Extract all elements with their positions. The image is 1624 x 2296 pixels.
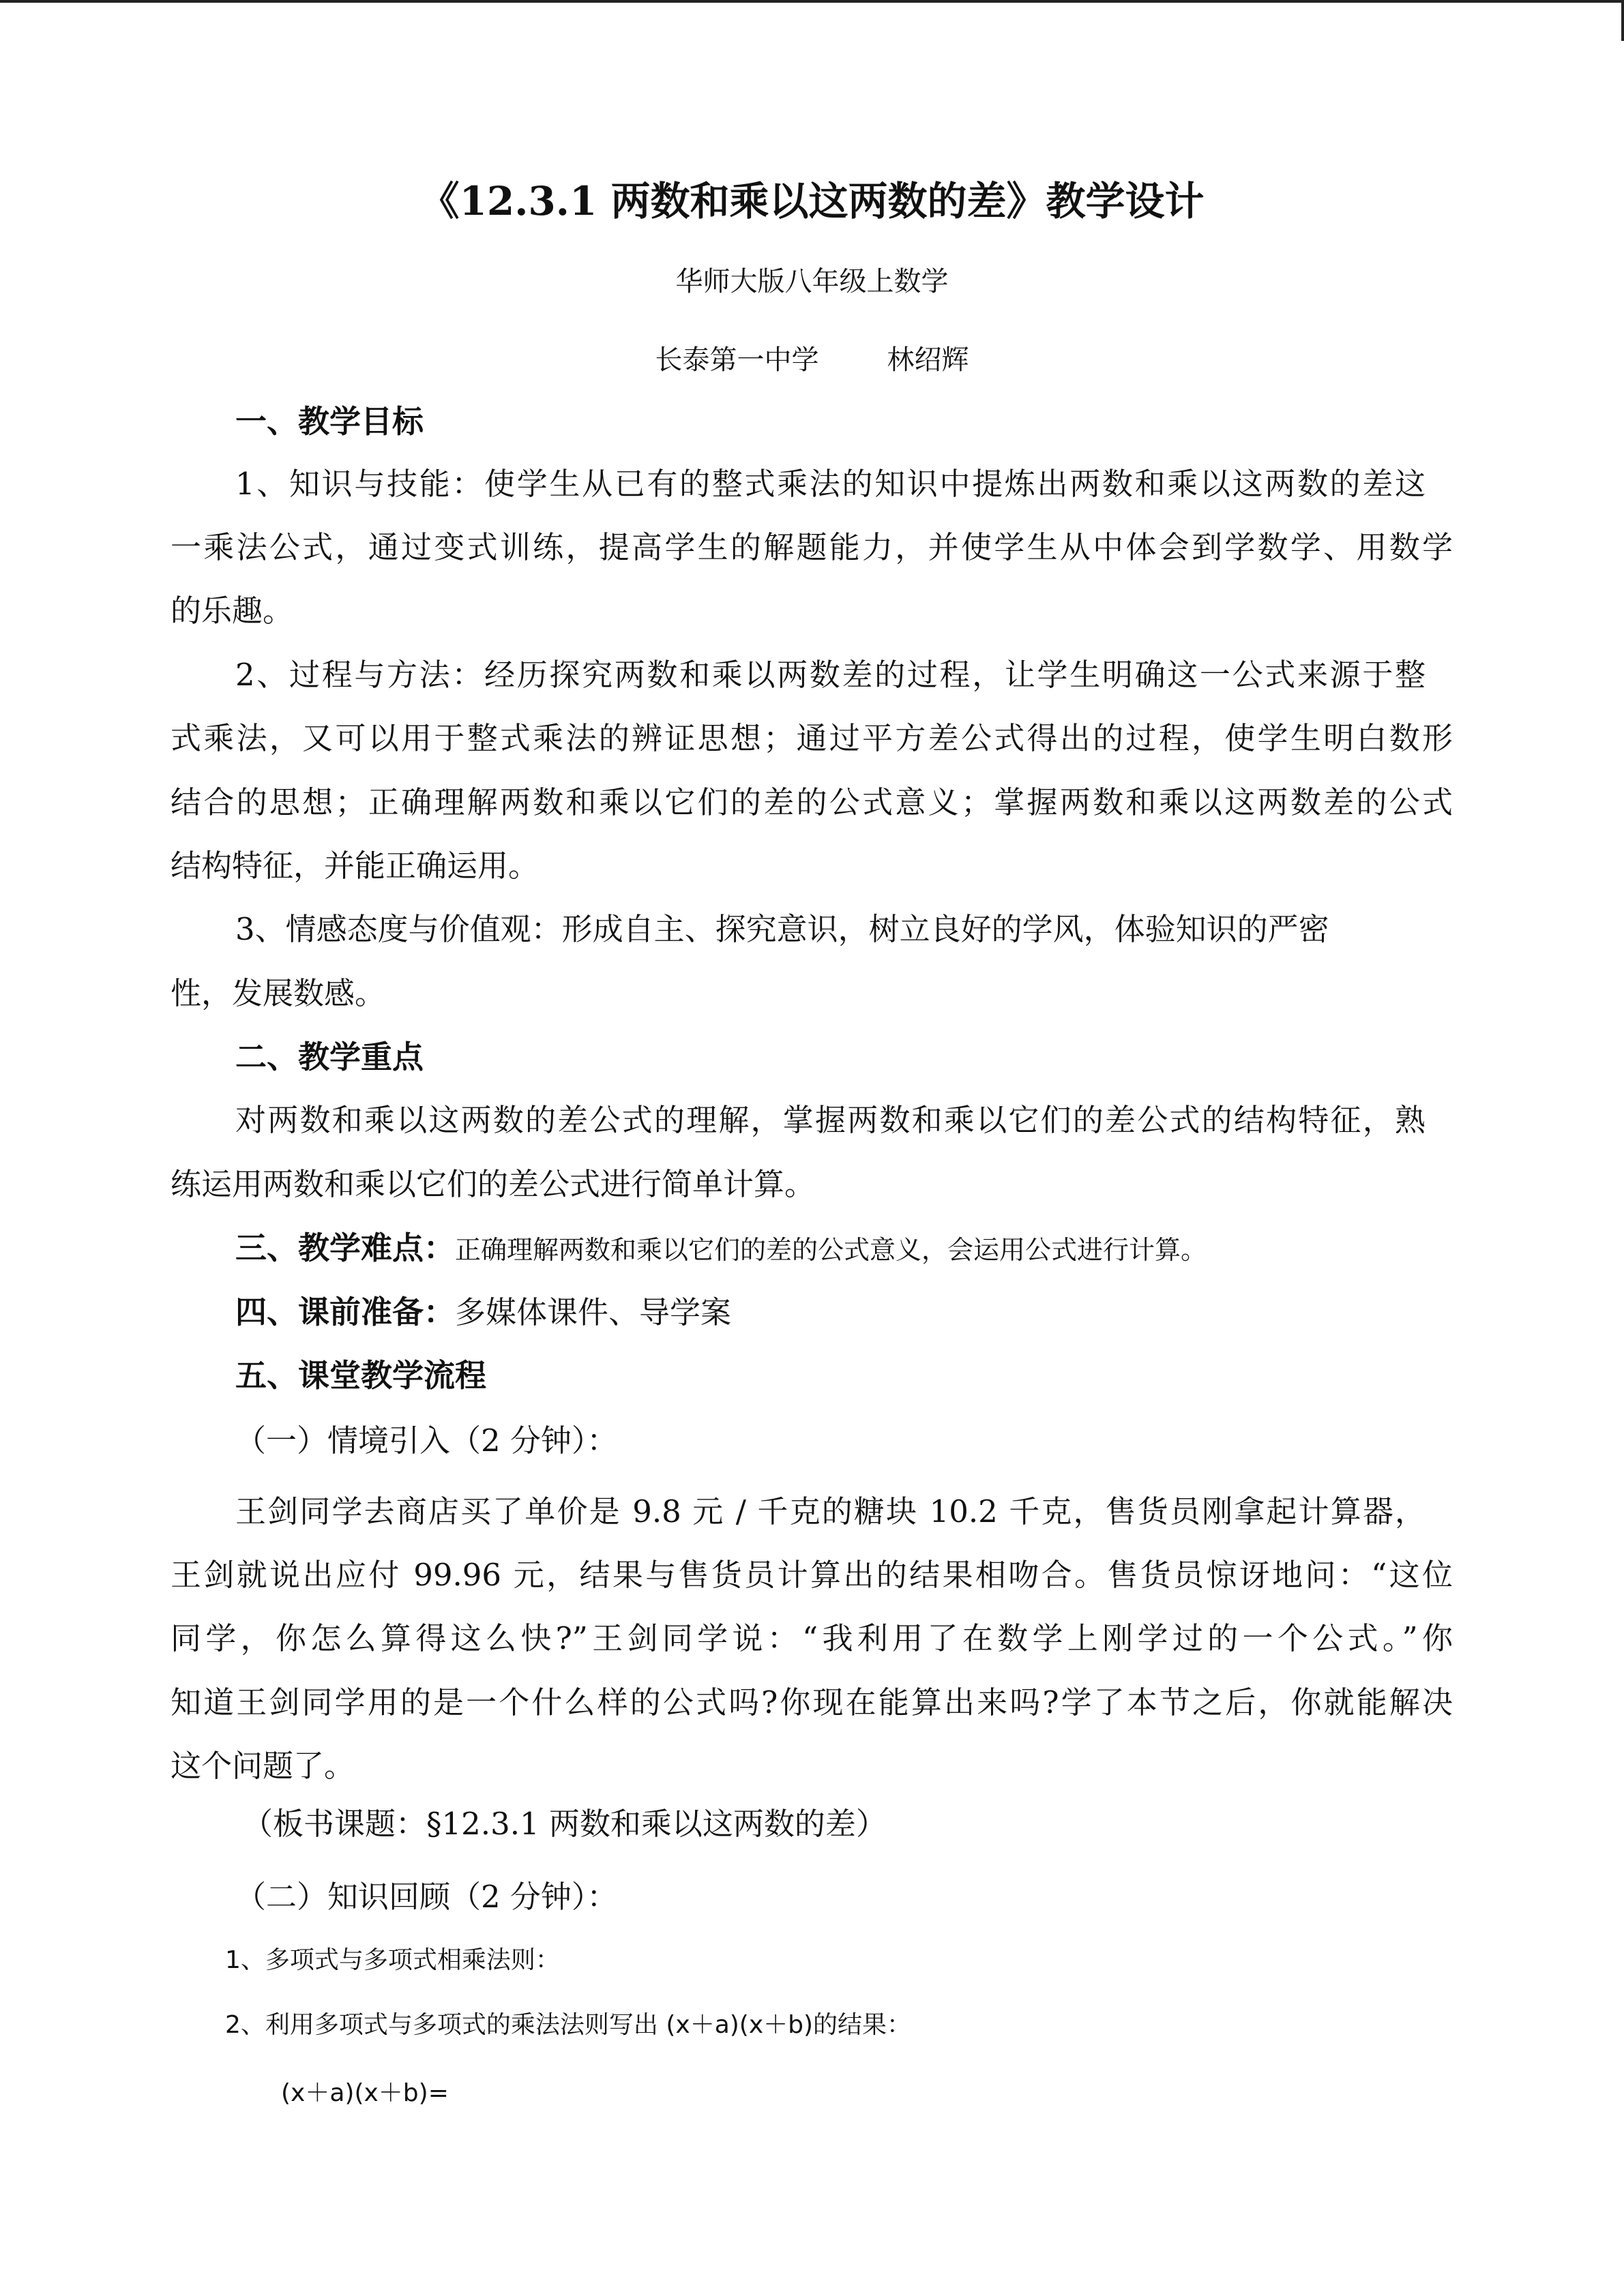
paragraph-line: 一乘法公式，通过变式训练，提高学生的解题能力，并使学生从中体会到学数学、用数学 (171, 529, 1453, 565)
review-item-2: 2、利用多项式与多项式的乘法法则写出 (x＋a)(x＋b)的结果： (225, 2011, 912, 2039)
paragraph-line: 结构特征，并能正确运用。 (171, 848, 540, 884)
paragraph-line: 练运用两数和乘以它们的差公式进行简单计算。 (171, 1166, 816, 1202)
document-title: 《12.3.1 两数和乘以这两数的差》教学设计 (419, 178, 1205, 224)
paragraph-line: 1、知识与技能：使学生从已有的整式乘法的知识中提炼出两数和乘以这两数的差这 (235, 466, 1426, 502)
formula-line: (x＋a)(x＋b)= (281, 2079, 449, 2107)
section-heading-difficulties: 三、教学难点： (235, 1229, 455, 1266)
paragraph-line: 同学，你怎么算得这么快?”王剑同学说：“我利用了在数学上刚学过的一个公式。”你 (171, 1620, 1453, 1656)
board-title: （板书课题：§12.3.1 两数和乘以这两数的差） (242, 1806, 887, 1842)
paragraph-line: 2、过程与方法：经历探究两数和乘以两数差的过程，让学生明确这一公式来源于整 (235, 657, 1426, 693)
section-difficulties (235, 1227, 1207, 1268)
section-heading-preparation: 四、课前准备： (235, 1294, 455, 1330)
difficulties-text: 正确理解两数和乘以它们的差的公式意义，会运用公式进行计算。 (455, 1235, 1207, 1265)
paragraph-line: 王剑就说出应付 99.96 元，结果与售货员计算出的结果相吻合。售货员惊讶地问：“这位 (171, 1557, 1453, 1593)
paragraph-line: 知道王剑同学用的是一个什么样的公式吗?你现在能算出来吗?学了本节之后，你就能解决 (171, 1684, 1453, 1720)
paragraph-line: 结合的思想；正确理解两数和乘以它们的差的公式意义；掌握两数和乘以这两数差的公式 (171, 784, 1453, 820)
paragraph-line: 王剑同学去商店买了单价是 9.8 元 / 千克的糖块 10.2 千克，售货员刚拿起计算器， (235, 1493, 1426, 1530)
section-heading-key-points: 二、教学重点 (235, 1039, 424, 1075)
author-line (0, 340, 1624, 381)
paragraph-line: 性，发展数感。 (171, 975, 386, 1011)
school-name: 长泰第一中学 (655, 344, 819, 376)
step-heading-intro: （一）情境引入（2 分钟）： (235, 1422, 618, 1459)
section-preparation (235, 1292, 731, 1332)
paragraph-line: 3、情感态度与价值观：形成自主、探究意识，树立良好的学风，体验知识的严密 (235, 911, 1329, 947)
top-border (0, 0, 1624, 3)
paragraph-line: 对两数和乘以这两数的差公式的理解，掌握两数和乘以它们的差公式的结构特征，熟 (235, 1102, 1426, 1138)
step-heading-review: （二）知识回顾（2 分钟）： (235, 1879, 618, 1915)
paragraph-line: 这个问题了。 (171, 1748, 355, 1784)
author-name: 林绍辉 (887, 344, 969, 376)
paragraph-line: 式乘法，又可以用于整式乘法的辨证思想；通过平方差公式得出的过程，使学生明白数形 (171, 720, 1453, 756)
paragraph-line: 的乐趣。 (171, 593, 294, 629)
section-heading-objectives: 一、教学目标 (235, 403, 424, 440)
section-heading-process: 五、课堂教学流程 (235, 1357, 486, 1394)
preparation-text: 多媒体课件、导学案 (455, 1294, 732, 1330)
edition-label: 华师大版八年级上数学 (675, 266, 949, 297)
review-item-1: 1、多项式与多项式相乘法则： (225, 1946, 560, 1974)
right-border (1621, 0, 1624, 41)
